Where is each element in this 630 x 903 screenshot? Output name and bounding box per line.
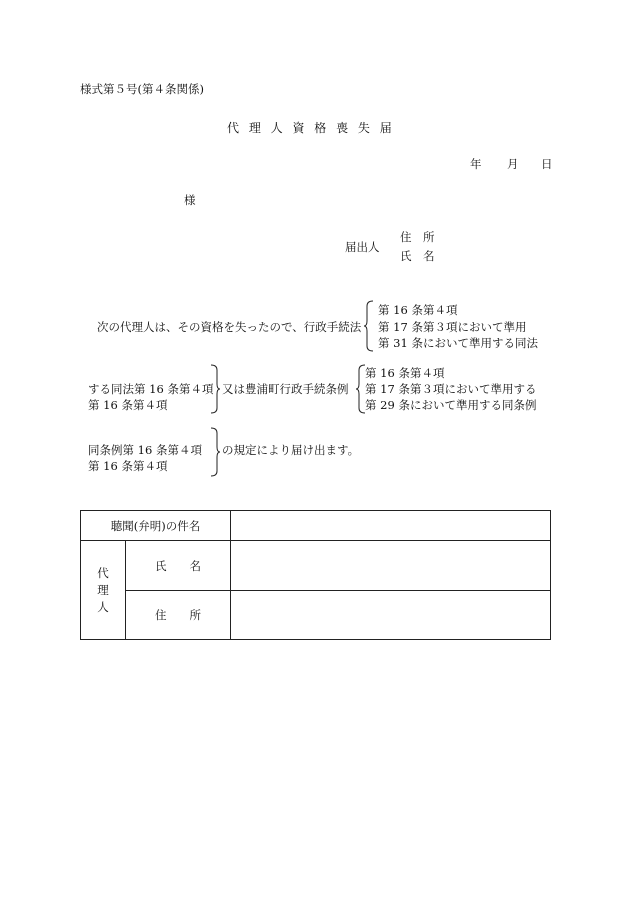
agent-address-label: 住 所 (155, 608, 201, 622)
date-day: 日 (541, 157, 553, 171)
applicant-label: 届出人 (345, 240, 380, 254)
agent-label-char-1: 代 (97, 565, 109, 580)
agent-label-cell (81, 541, 126, 640)
date-year: 年 (470, 157, 482, 171)
agent-name-label-cell (126, 541, 231, 591)
agent-name-value-cell[interactable] (231, 541, 551, 591)
addressee-suffix: 様 (184, 193, 196, 207)
hearing-label: 聴聞(弁明)の件名 (110, 518, 201, 533)
line3-left-2: 第 16 条第４項 (88, 459, 168, 473)
ordinance-option-1: 第 16 条第４項 (365, 366, 445, 380)
line2-left-2: 第 16 条第４項 (88, 398, 168, 412)
hearing-value-cell[interactable] (231, 511, 551, 541)
applicant-name-label: 氏 名 (400, 249, 435, 263)
applicant-address-label: 住 所 (400, 230, 435, 244)
agent-address-label-cell (126, 591, 231, 640)
law-option-1: 第 16 条第４項 (378, 303, 458, 317)
agent-label-char-3: 人 (97, 599, 109, 614)
date-month: 月 (507, 157, 519, 171)
line2-left-1: する同法第 16 条第４項 (88, 382, 214, 396)
agent-address-value-cell[interactable] (231, 591, 551, 640)
law-option-2: 第 17 条第３項において準用 (378, 320, 527, 334)
form-number: 様式第５号(第４条関係) (80, 82, 204, 96)
law-option-3: 第 31 条において準用する同法 (378, 336, 538, 350)
ordinance-option-3: 第 29 条において準用する同条例 (365, 398, 537, 412)
line3-left-1: 同条例第 16 条第４項 (88, 443, 202, 457)
line3-end: の規定により届け出ます。 (222, 443, 360, 457)
document-title: 代 理 人 資 格 喪 失 届 (227, 121, 392, 135)
right-brace-law (210, 364, 220, 414)
left-brace-law (364, 300, 374, 352)
right-brace-ordinance (210, 427, 220, 477)
hearing-label-cell (81, 511, 231, 541)
agent-name-label: 氏 名 (155, 558, 201, 573)
line2-mid: 又は豊浦町行政手続条例 (222, 382, 349, 396)
agent-label-char-2: 理 (97, 582, 109, 597)
body-intro: 次の代理人は、その資格を失ったので、行政手続法 (97, 320, 362, 334)
agent-info-table (80, 510, 551, 640)
ordinance-option-2: 第 17 条第３項において準用する (365, 382, 537, 396)
